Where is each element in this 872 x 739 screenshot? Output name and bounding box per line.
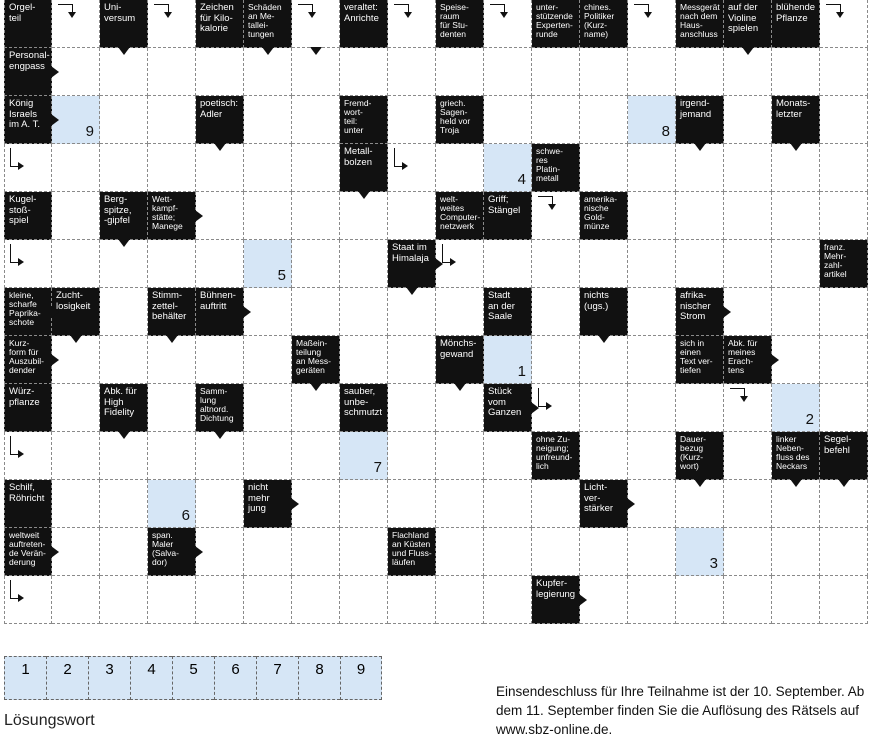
answer-cell[interactable]	[484, 96, 532, 144]
answer-cell[interactable]	[628, 240, 676, 288]
answer-cell[interactable]	[580, 144, 628, 192]
clue-cell: Stimm- zettel- behälter	[148, 288, 196, 336]
pointer-down-icon	[454, 383, 466, 391]
answer-cell[interactable]	[772, 288, 820, 336]
clue-cell: Abk. für meines Erach- tens	[724, 336, 772, 384]
answer-cell[interactable]	[292, 288, 340, 336]
clue-cell: Samm- lung altnord. Dichtung	[196, 384, 244, 432]
pointer-down-icon	[214, 431, 226, 439]
answer-cell[interactable]	[628, 480, 676, 528]
answer-cell[interactable]	[772, 576, 820, 624]
clue-cell: Würz- pflanze	[4, 384, 52, 432]
pointer-right-icon	[51, 546, 59, 558]
answer-cell[interactable]	[292, 0, 340, 48]
answer-cell[interactable]	[484, 240, 532, 288]
clue-cell: Licht- ver- stärker	[580, 480, 628, 528]
solution-letter-cell[interactable]	[676, 528, 724, 576]
clue-cell: ohne Zu- neigung; unfreund- lich	[532, 432, 580, 480]
answer-cell[interactable]	[628, 192, 676, 240]
answer-cell[interactable]	[340, 240, 388, 288]
answer-cell[interactable]	[820, 336, 868, 384]
answer-cell[interactable]	[724, 528, 772, 576]
answer-cell[interactable]	[292, 480, 340, 528]
answer-cell[interactable]	[340, 288, 388, 336]
solution-box[interactable]: 4	[130, 656, 172, 700]
clue-cell: Fremd- wort- teil: unter	[340, 96, 388, 144]
answer-cell[interactable]	[292, 192, 340, 240]
answer-cell[interactable]	[532, 288, 580, 336]
answer-cell[interactable]	[580, 528, 628, 576]
answer-cell[interactable]	[148, 576, 196, 624]
answer-cell[interactable]	[580, 336, 628, 384]
answer-cell[interactable]	[4, 144, 52, 192]
answer-cell[interactable]	[628, 288, 676, 336]
clue-cell: unter- stützende Experten- runde	[532, 0, 580, 48]
answer-cell[interactable]	[436, 384, 484, 432]
clue-cell: Wett- kampf- stätte; Manege	[148, 192, 196, 240]
answer-cell[interactable]	[532, 48, 580, 96]
clue-cell: span. Maler (Salva- dor)	[148, 528, 196, 576]
answer-cell[interactable]	[388, 480, 436, 528]
pointer-down-icon	[70, 335, 82, 343]
answer-cell[interactable]	[484, 432, 532, 480]
answer-cell[interactable]	[340, 576, 388, 624]
answer-cell[interactable]	[100, 432, 148, 480]
solution-number: 9	[85, 123, 94, 140]
solution-number: 3	[709, 555, 718, 572]
answer-cell[interactable]	[244, 432, 292, 480]
answer-cell[interactable]	[724, 384, 772, 432]
clue-cell: Schäden an Me- tallei- tungen	[244, 0, 292, 48]
clue-cell: afrika- nischer Strom	[676, 288, 724, 336]
answer-cell[interactable]	[820, 288, 868, 336]
answer-cell[interactable]	[724, 288, 772, 336]
clue-cell: Segel- befehl	[820, 432, 868, 480]
answer-cell[interactable]	[292, 528, 340, 576]
solution-number: 4	[517, 171, 526, 188]
clue-cell: Zeichen für Kilo- kalorie	[196, 0, 244, 48]
answer-cell[interactable]	[484, 0, 532, 48]
clue-cell: Abk. für High Fidelity	[100, 384, 148, 432]
clue-cell: Speise- raum für Stu- denten	[436, 0, 484, 48]
clue-cell: griech. Sagen- held vor Troja	[436, 96, 484, 144]
answer-cell[interactable]	[772, 192, 820, 240]
answer-cell[interactable]	[244, 48, 292, 96]
answer-cell[interactable]	[388, 192, 436, 240]
answer-cell[interactable]	[724, 576, 772, 624]
answer-cell[interactable]	[388, 144, 436, 192]
answer-cell[interactable]	[724, 192, 772, 240]
pointer-down-icon	[214, 143, 226, 151]
answer-cell[interactable]	[820, 480, 868, 528]
clue-cell: veraltet: Anrichte	[340, 0, 388, 48]
answer-cell[interactable]	[52, 432, 100, 480]
solution-letter-cell[interactable]	[772, 384, 820, 432]
clue-cell: Maßein- teilung an Mess- geräten	[292, 336, 340, 384]
answer-cell[interactable]	[388, 288, 436, 336]
answer-cell[interactable]	[772, 48, 820, 96]
answer-cell[interactable]	[532, 336, 580, 384]
answer-cell[interactable]	[820, 0, 868, 48]
clue-cell: Uni- versum	[100, 0, 148, 48]
answer-cell[interactable]	[244, 576, 292, 624]
answer-cell[interactable]	[628, 0, 676, 48]
pointer-right-icon	[243, 306, 251, 318]
answer-cell[interactable]	[676, 192, 724, 240]
pointer-down-icon	[118, 47, 130, 55]
pointer-down-icon	[166, 335, 178, 343]
answer-cell[interactable]	[820, 576, 868, 624]
answer-cell[interactable]	[532, 240, 580, 288]
clue-cell: nichts (ugs.)	[580, 288, 628, 336]
clue-cell: Stadt an der Saale	[484, 288, 532, 336]
answer-cell[interactable]	[244, 96, 292, 144]
pointer-down-icon	[742, 47, 754, 55]
answer-cell[interactable]	[388, 576, 436, 624]
clue-cell: kleine, scharfe Paprika- schote	[4, 288, 52, 336]
answer-cell[interactable]	[292, 432, 340, 480]
pointer-right-icon	[771, 354, 779, 366]
solution-word-boxes	[4, 656, 382, 702]
pointer-right-icon	[291, 498, 299, 510]
answer-cell[interactable]	[52, 48, 100, 96]
answer-cell[interactable]	[292, 384, 340, 432]
answer-cell[interactable]	[436, 48, 484, 96]
answer-cell[interactable]	[820, 528, 868, 576]
answer-cell[interactable]	[292, 240, 340, 288]
pointer-down-icon	[310, 383, 322, 391]
answer-cell[interactable]	[676, 48, 724, 96]
solution-number: 7	[373, 459, 382, 476]
answer-cell[interactable]	[292, 576, 340, 624]
clue-cell: Monats- letzter	[772, 96, 820, 144]
crossword-grid	[4, 0, 868, 624]
clue-cell: Metall- bolzen	[340, 144, 388, 192]
clue-cell: Dauer- bezug (Kurz- wort)	[676, 432, 724, 480]
pointer-right-icon	[51, 306, 59, 318]
answer-cell[interactable]	[676, 480, 724, 528]
answer-cell[interactable]	[388, 48, 436, 96]
answer-cell[interactable]	[340, 48, 388, 96]
answer-cell[interactable]	[532, 96, 580, 144]
pointer-down-icon	[838, 479, 850, 487]
answer-cell[interactable]	[484, 480, 532, 528]
solution-letter-cell[interactable]	[484, 144, 532, 192]
solution-letter-cell[interactable]	[148, 480, 196, 528]
answer-cell[interactable]	[52, 336, 100, 384]
clue-cell: blühende Pflanze	[772, 0, 820, 48]
solution-box[interactable]: 6	[214, 656, 256, 700]
answer-cell[interactable]	[724, 144, 772, 192]
answer-cell[interactable]	[772, 528, 820, 576]
answer-cell[interactable]	[4, 432, 52, 480]
answer-cell[interactable]	[772, 144, 820, 192]
clue-cell: weltweit auftreten- de Verän- derung	[4, 528, 52, 576]
answer-cell[interactable]	[196, 432, 244, 480]
clue-cell: welt- weites Computer- netzwerk	[436, 192, 484, 240]
answer-cell[interactable]	[436, 576, 484, 624]
answer-cell[interactable]	[436, 288, 484, 336]
answer-cell[interactable]	[52, 480, 100, 528]
answer-cell[interactable]	[52, 384, 100, 432]
solution-letter-cell[interactable]	[52, 96, 100, 144]
answer-cell[interactable]	[196, 336, 244, 384]
answer-cell[interactable]	[388, 384, 436, 432]
pointer-down-icon	[790, 143, 802, 151]
answer-cell[interactable]	[484, 528, 532, 576]
clue-cell: Mönchs- gewand	[436, 336, 484, 384]
clue-cell: Zucht- losigkeit	[52, 288, 100, 336]
answer-cell[interactable]	[340, 192, 388, 240]
pointer-down-icon	[262, 47, 274, 55]
answer-cell[interactable]	[580, 432, 628, 480]
answer-cell[interactable]	[340, 336, 388, 384]
answer-cell[interactable]	[292, 96, 340, 144]
answer-cell[interactable]	[196, 48, 244, 96]
answer-cell[interactable]	[772, 480, 820, 528]
answer-cell[interactable]	[100, 528, 148, 576]
pointer-down-icon	[310, 47, 322, 55]
answer-cell[interactable]	[196, 144, 244, 192]
solution-letter-cell[interactable]	[244, 240, 292, 288]
answer-cell[interactable]	[676, 144, 724, 192]
answer-cell[interactable]	[388, 96, 436, 144]
answer-cell[interactable]	[532, 192, 580, 240]
answer-cell[interactable]	[436, 144, 484, 192]
answer-cell[interactable]	[52, 192, 100, 240]
clue-cell: linker Neben- fluss des Neckars	[772, 432, 820, 480]
clue-cell: Bühnen- auftritt	[196, 288, 244, 336]
answer-cell[interactable]	[100, 96, 148, 144]
solution-box[interactable]: 2	[46, 656, 88, 700]
answer-cell[interactable]	[580, 240, 628, 288]
answer-cell[interactable]	[196, 240, 244, 288]
deadline-notice: Einsendeschluss für Ihre Teilnahme ist der 10. September. Ab dem 11. September finden Sie die Auflösung des Rätsels auf www.sbz-online.de.	[496, 684, 865, 737]
answer-cell[interactable]	[148, 384, 196, 432]
answer-cell[interactable]	[580, 48, 628, 96]
answer-cell[interactable]	[196, 192, 244, 240]
answer-cell[interactable]	[148, 96, 196, 144]
pointer-right-icon	[51, 66, 59, 78]
clue-cell: König Israels im A. T.	[4, 96, 52, 144]
answer-cell[interactable]	[292, 144, 340, 192]
answer-cell[interactable]	[484, 576, 532, 624]
answer-cell[interactable]	[532, 384, 580, 432]
answer-cell[interactable]	[772, 336, 820, 384]
pointer-down-icon	[790, 479, 802, 487]
clue-cell: Schilf, Röhricht	[4, 480, 52, 528]
answer-cell[interactable]	[628, 144, 676, 192]
clue-cell: Griff; Stängel	[484, 192, 532, 240]
answer-cell[interactable]	[196, 528, 244, 576]
answer-cell[interactable]	[820, 48, 868, 96]
answer-cell[interactable]	[580, 576, 628, 624]
answer-cell[interactable]	[724, 96, 772, 144]
answer-cell[interactable]	[244, 192, 292, 240]
answer-cell[interactable]	[100, 480, 148, 528]
pointer-down-icon	[118, 431, 130, 439]
clue-cell: sich in einen Text ver- tiefen	[676, 336, 724, 384]
answer-cell[interactable]	[100, 240, 148, 288]
answer-cell[interactable]	[532, 528, 580, 576]
answer-cell[interactable]	[148, 336, 196, 384]
answer-cell[interactable]	[388, 432, 436, 480]
answer-cell[interactable]	[724, 480, 772, 528]
answer-cell[interactable]	[628, 48, 676, 96]
answer-cell[interactable]	[52, 144, 100, 192]
solution-box[interactable]: 8	[298, 656, 340, 700]
pointer-down-icon	[598, 335, 610, 343]
pointer-down-icon	[406, 287, 418, 295]
answer-cell[interactable]	[340, 528, 388, 576]
answer-cell[interactable]	[100, 336, 148, 384]
solution-box[interactable]: 3	[88, 656, 130, 700]
answer-cell[interactable]	[436, 240, 484, 288]
answer-cell[interactable]	[436, 480, 484, 528]
answer-cell[interactable]	[628, 336, 676, 384]
pointer-right-icon	[51, 354, 59, 366]
clue-cell: auf der Violine spielen	[724, 0, 772, 48]
answer-cell[interactable]	[724, 48, 772, 96]
solution-letter-cell[interactable]	[628, 96, 676, 144]
clue-cell: franz. Mehr- zahl- artikel	[820, 240, 868, 288]
answer-cell[interactable]	[820, 192, 868, 240]
clue-cell: amerika- nische Gold- münze	[580, 192, 628, 240]
clue-cell: Flachland an Küsten und Fluss- läufen	[388, 528, 436, 576]
answer-cell[interactable]	[820, 96, 868, 144]
pointer-down-icon	[694, 143, 706, 151]
clue-cell: poetisch: Adler	[196, 96, 244, 144]
pointer-right-icon	[195, 546, 203, 558]
solution-number: 2	[805, 411, 814, 428]
answer-cell[interactable]	[52, 576, 100, 624]
answer-cell[interactable]	[148, 144, 196, 192]
answer-cell[interactable]	[244, 336, 292, 384]
answer-cell[interactable]	[100, 576, 148, 624]
answer-cell[interactable]	[628, 432, 676, 480]
answer-cell[interactable]	[4, 576, 52, 624]
solution-box[interactable]: 7	[256, 656, 298, 700]
pointer-down-icon	[694, 479, 706, 487]
clue-cell: Kupfer- legierung	[532, 576, 580, 624]
clue-cell: nicht mehr jung	[244, 480, 292, 528]
pointer-right-icon	[723, 306, 731, 318]
answer-cell[interactable]	[148, 48, 196, 96]
answer-cell[interactable]	[100, 144, 148, 192]
answer-cell[interactable]	[100, 288, 148, 336]
answer-cell[interactable]	[52, 0, 100, 48]
clue-cell: irgend- jemand	[676, 96, 724, 144]
solution-box[interactable]: 5	[172, 656, 214, 700]
answer-cell[interactable]	[820, 384, 868, 432]
clue-cell: Messgerät nach dem Haus- anschluss	[676, 0, 724, 48]
answer-cell[interactable]	[580, 384, 628, 432]
solution-number: 1	[517, 363, 526, 380]
clue-cell: Stück vom Ganzen	[484, 384, 532, 432]
answer-cell[interactable]	[436, 432, 484, 480]
answer-cell[interactable]	[244, 144, 292, 192]
answer-cell[interactable]	[196, 480, 244, 528]
answer-cell[interactable]	[52, 528, 100, 576]
answer-cell[interactable]	[772, 240, 820, 288]
answer-cell[interactable]	[436, 528, 484, 576]
answer-cell[interactable]	[388, 0, 436, 48]
solution-number: 5	[277, 267, 286, 284]
pointer-right-icon	[579, 594, 587, 606]
answer-cell[interactable]	[388, 336, 436, 384]
answer-cell[interactable]	[628, 384, 676, 432]
clue-cell: chines. Politiker (Kurz- name)	[580, 0, 628, 48]
answer-cell[interactable]	[148, 0, 196, 48]
answer-cell[interactable]	[676, 576, 724, 624]
answer-cell[interactable]	[4, 240, 52, 288]
solution-box[interactable]: 9	[340, 656, 382, 700]
solution-box[interactable]: 1	[4, 656, 46, 700]
answer-cell[interactable]	[676, 384, 724, 432]
answer-cell[interactable]	[820, 144, 868, 192]
solution-letter-cell[interactable]	[340, 432, 388, 480]
solution-number: 8	[661, 123, 670, 140]
answer-cell[interactable]	[148, 240, 196, 288]
answer-cell[interactable]	[724, 240, 772, 288]
answer-cell[interactable]	[100, 48, 148, 96]
clue-cell: schwe- res Platin- metall	[532, 144, 580, 192]
pointer-down-icon	[118, 239, 130, 247]
clue-cell: Orgel- teil	[4, 0, 52, 48]
answer-cell[interactable]	[676, 240, 724, 288]
answer-cell[interactable]	[148, 432, 196, 480]
solution-letter-cell[interactable]	[484, 336, 532, 384]
answer-cell[interactable]	[244, 288, 292, 336]
answer-cell[interactable]	[484, 48, 532, 96]
clue-cell: Kugel- stoß- spiel	[4, 192, 52, 240]
answer-cell[interactable]	[244, 384, 292, 432]
answer-cell[interactable]	[628, 576, 676, 624]
clue-cell: Personal- engpass	[4, 48, 52, 96]
answer-cell[interactable]	[52, 240, 100, 288]
solution-number: 6	[181, 507, 190, 524]
answer-cell[interactable]	[340, 480, 388, 528]
clue-cell: sauber, unbe- schmutzt	[340, 384, 388, 432]
pointer-right-icon	[51, 114, 59, 126]
solution-word-label: Lösungswort	[4, 712, 95, 729]
answer-cell[interactable]	[532, 480, 580, 528]
answer-cell[interactable]	[580, 96, 628, 144]
answer-cell[interactable]	[196, 576, 244, 624]
answer-cell[interactable]	[292, 48, 340, 96]
answer-cell[interactable]	[244, 528, 292, 576]
answer-cell[interactable]	[724, 432, 772, 480]
pointer-right-icon	[195, 210, 203, 222]
clue-cell: Staat im Himalaja	[388, 240, 436, 288]
clue-cell: Kurz- form für Auszubil- dender	[4, 336, 52, 384]
pointer-down-icon	[358, 191, 370, 199]
clue-cell: Berg- spitze, -gipfel	[100, 192, 148, 240]
answer-cell[interactable]	[628, 528, 676, 576]
pointer-right-icon	[627, 498, 635, 510]
